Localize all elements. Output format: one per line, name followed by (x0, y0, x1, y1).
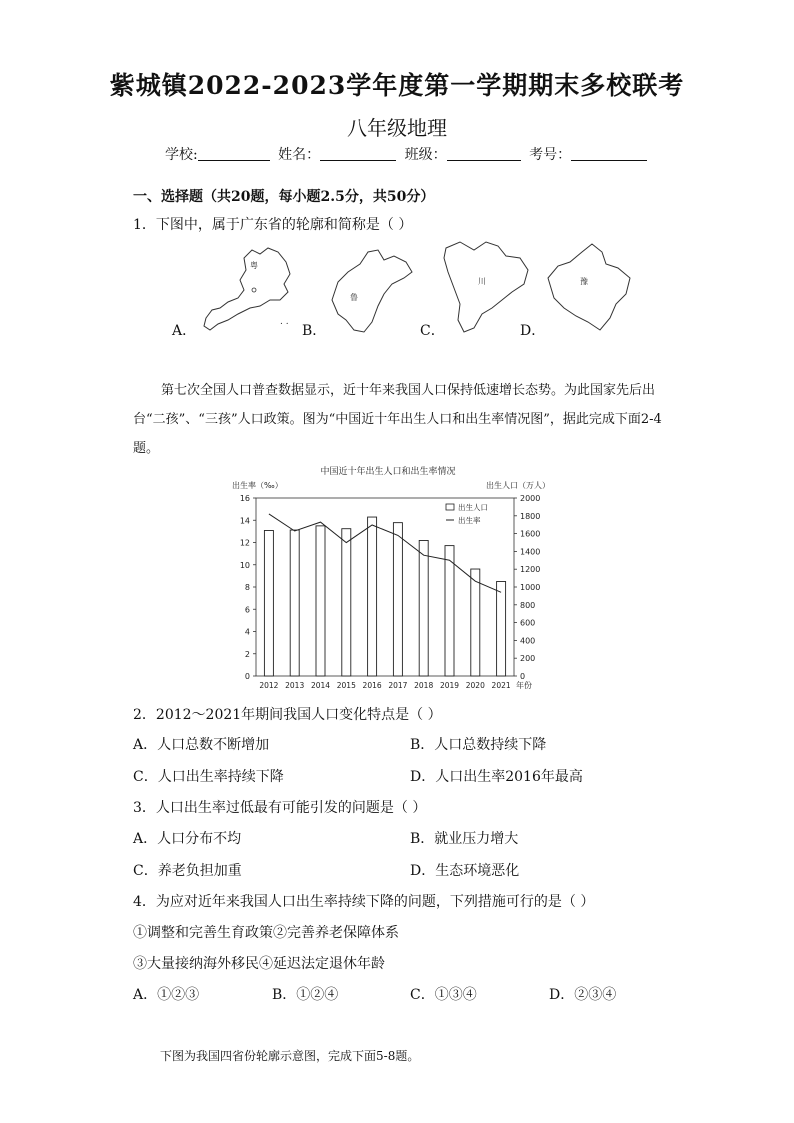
q4-option-b[interactable]: B．①②④ (272, 987, 339, 1003)
x-axis-tick-label: 2019 (439, 681, 460, 690)
map-d-abbr: 豫 (580, 277, 588, 286)
option-c-label[interactable]: C． (420, 323, 445, 339)
x-axis-tick-label: 2017 (388, 681, 408, 690)
q3-option-a[interactable]: A．人口分布不均 (133, 831, 242, 847)
right-axis-tick-label: 1800 (520, 511, 541, 521)
q2-option-a[interactable]: A．人口总数不断增加 (133, 737, 270, 753)
option-d-label[interactable]: D． (520, 323, 546, 339)
right-axis-tick-label: 400 (520, 636, 536, 646)
exam-title: 紫城镇2022-2023学年度第一学期期末多校联考 (109, 71, 685, 100)
school-label: 学校: (165, 147, 198, 163)
map-b-abbr: 鲁 (350, 293, 358, 302)
left-axis-tick-label: 2 (244, 649, 250, 659)
map-c-abbr: 川 (478, 277, 486, 286)
birth-chart (224, 462, 564, 698)
birth-population-bar (497, 581, 506, 676)
right-axis-tick-label: 800 (520, 600, 536, 610)
right-axis-tick-label: 1200 (520, 565, 541, 575)
chart-left-axis-label: 出生率（‰） (232, 481, 283, 490)
q4-stem: 4．为应对近年来我国人口出生率持续下降的问题，下列措施可行的是（ ） (133, 894, 595, 910)
x-axis-tick-label: 2013 (285, 681, 305, 690)
option-b-label[interactable]: B． (302, 323, 327, 339)
x-axis-tick-label: 2012 (259, 681, 279, 690)
left-axis-tick-label: 16 (239, 494, 250, 503)
birth-population-bar (342, 529, 351, 676)
x-axis-tick-label: 2016 (362, 681, 382, 690)
q3-stem: 3．人口出生率过低最有可能引发的问题是（ ） (133, 800, 427, 816)
q1-stem: 1．下图中，属于广东省的轮廓和简称是（ ） (133, 217, 413, 233)
q3-option-d[interactable]: D．生态环境恶化 (410, 863, 520, 879)
left-axis-tick-label: 8 (244, 583, 250, 592)
school-field[interactable] (198, 146, 270, 161)
birth-population-bar (264, 530, 273, 676)
chart-title: 中国近十年出生人口和出生率情况 (320, 467, 456, 477)
q4-option-c[interactable]: C．①③④ (410, 987, 477, 1003)
birth-rate-line (269, 514, 501, 592)
right-axis-tick-label: 0 (520, 672, 526, 681)
q4-statements-1: ①调整和完善生育政策②完善养老保障体系 (133, 925, 399, 941)
q3-option-b[interactable]: B．就业压力增大 (410, 831, 519, 847)
exam-subtitle: 八年级地理 (347, 116, 447, 140)
q1-map-row (170, 236, 640, 346)
right-axis-tick-label: 2000 (520, 494, 541, 503)
x-axis-tick-label: 2015 (336, 681, 356, 690)
birth-population-bar (471, 569, 480, 676)
birth-population-bar (393, 523, 402, 676)
birth-population-bar (290, 530, 299, 676)
birth-chart-svg (224, 462, 564, 694)
map-a-abbr: 粤 (250, 261, 258, 270)
svg-text:. .: . . (280, 317, 289, 327)
chart-x-suffix: 年份 (516, 681, 532, 690)
birth-population-bar (316, 526, 325, 676)
q4-option-d[interactable]: D．②③④ (549, 987, 617, 1003)
passage-text: 第七次全国人口普查数据显示，近十年来我国人口保持低速增长态势。为此国家先后出台“二孩”、“三孩”人口政策。图为“中国近十年出生人口和出生率情况图”，据此完成下面2-4题。 (133, 383, 662, 456)
student-info-line (165, 144, 651, 164)
left-axis-tick-label: 4 (244, 627, 250, 637)
right-axis-tick-label: 1600 (520, 529, 541, 539)
left-axis-tick-label: 12 (239, 538, 250, 548)
right-axis-tick-label: 1400 (520, 547, 541, 557)
exam-no-label: 考号： (529, 147, 572, 163)
name-label: 姓名： (278, 147, 321, 163)
q2-stem: 2．2012～2021年期间我国人口变化特点是（ ） (133, 707, 442, 723)
exam-no-field[interactable] (571, 146, 647, 161)
henan-outline-map (540, 238, 640, 338)
left-axis-tick-label: 0 (244, 672, 250, 681)
q2-option-d[interactable]: D．人口出生率2016年最高 (410, 769, 583, 785)
chart-right-axis-label: 出生人口（万人） (486, 481, 550, 490)
x-axis-tick-label: 2018 (414, 681, 434, 690)
birth-population-bar (445, 546, 454, 676)
next-section-note: 下图为我国四省份轮廓示意图，完成下面5-8题。 (160, 1049, 420, 1063)
q4-statements-2: ③大量接纳海外移民④延迟法定退休年龄 (133, 956, 385, 972)
legend-bar-label: 出生人口 (458, 503, 488, 512)
shandong-outline-map (322, 242, 422, 342)
guangdong-outline-map (198, 240, 298, 340)
x-axis-tick-label: 2020 (465, 681, 485, 690)
x-axis-tick-label: 2021 (491, 681, 511, 690)
name-field[interactable] (320, 146, 396, 161)
right-axis-tick-label: 200 (520, 654, 536, 664)
option-a-label[interactable]: A． (172, 323, 197, 339)
birth-population-bar (368, 517, 377, 676)
q4-option-a[interactable]: A．①②③ (133, 987, 200, 1003)
right-axis-tick-label: 600 (520, 618, 536, 628)
birth-population-bar (419, 540, 428, 676)
left-axis-tick-label: 10 (239, 560, 250, 570)
left-axis-tick-label: 14 (239, 516, 250, 526)
q3-option-c[interactable]: C．养老负担加重 (133, 863, 242, 879)
class-label: 班级： (404, 147, 447, 163)
legend-bar-swatch (446, 504, 454, 510)
x-axis-tick-label: 2014 (310, 681, 331, 690)
class-field[interactable] (447, 146, 521, 161)
left-axis-tick-label: 6 (244, 605, 250, 615)
section-heading: 一、选择题（共20题，每小题2.5分，共50分） (133, 189, 435, 205)
q2-option-c[interactable]: C．人口出生率持续下降 (133, 769, 284, 785)
q2-option-b[interactable]: B．人口总数持续下降 (410, 737, 547, 753)
legend-line-label: 出生率 (458, 516, 481, 525)
right-axis-tick-label: 1000 (520, 583, 541, 592)
